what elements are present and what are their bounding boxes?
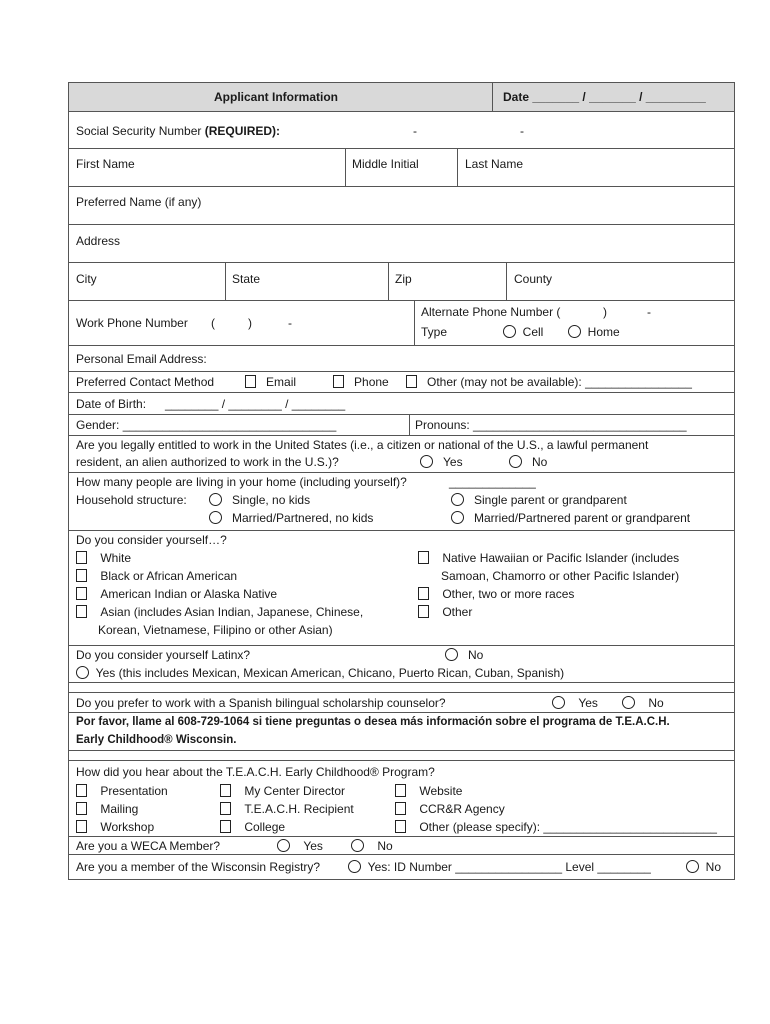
race-hawaiian-line2: Samoan, Chamorro or other Pacific Islander) <box>441 569 680 583</box>
household-single-no-kids[interactable] <box>209 493 310 507</box>
checkbox-icon[interactable] <box>76 551 87 564</box>
work-auth-yes[interactable] <box>420 455 463 469</box>
last-name-field[interactable] <box>457 149 734 186</box>
radio-icon[interactable] <box>76 666 89 679</box>
registry-no[interactable] <box>686 860 721 874</box>
checkbox-icon[interactable] <box>395 820 406 833</box>
no-label: No <box>377 839 393 853</box>
ssn-dash-1: - <box>413 124 417 138</box>
radio-icon[interactable] <box>451 511 464 524</box>
gender-field[interactable] <box>69 415 409 435</box>
option-label: Asian (includes Asian Indian, Japanese, Chinese, <box>100 605 364 619</box>
ssn-required: (REQUIRED): <box>204 124 281 138</box>
option-label: Married/Partnered, no kids <box>232 511 374 525</box>
dob-label: Date of Birth: <box>76 397 147 411</box>
race-question: Do you consider yourself…? <box>76 533 227 547</box>
option-label: Mailing <box>100 802 139 816</box>
alternate-phone-field[interactable] <box>414 301 734 345</box>
option-label: Native Hawaiian or Pacific Islander (includes <box>442 551 680 565</box>
radio-icon[interactable] <box>209 511 222 524</box>
radio-icon[interactable] <box>348 860 361 873</box>
phone-type-label: Type <box>421 325 448 339</box>
option-label: Workshop <box>100 820 155 834</box>
checkbox-icon[interactable] <box>418 605 429 618</box>
option-label: White <box>100 551 132 565</box>
hear-website[interactable] <box>395 784 462 798</box>
header-row <box>69 83 734 112</box>
home-label: Home <box>587 325 620 339</box>
work-phone-paren-open: ( <box>211 316 215 330</box>
spanish-note <box>69 713 734 751</box>
yes-label: Yes <box>303 839 323 853</box>
household-row <box>69 473 734 531</box>
spacer <box>69 751 734 761</box>
work-auth-line2: resident, an alien authorized to work in the U.S.)? <box>76 455 339 469</box>
work-phone-paren-close: ) <box>248 316 252 330</box>
option-label: Single parent or grandparent <box>474 493 627 507</box>
cell-label: Cell <box>522 325 544 339</box>
option-label: College <box>244 820 286 834</box>
phone-row <box>69 301 734 346</box>
option-label: American Indian or Alaska Native <box>100 587 278 601</box>
race-white[interactable] <box>76 551 131 565</box>
city-label: City <box>76 272 97 286</box>
work-phone-dash: - <box>288 316 292 330</box>
contact-phone-option[interactable] <box>333 375 389 389</box>
radio-icon[interactable] <box>552 696 565 709</box>
city-field[interactable] <box>69 263 225 300</box>
option-label: Presentation <box>100 784 168 798</box>
option-label: My Center Director <box>244 784 346 798</box>
household-question: How many people are living in your home (including yourself)? <box>76 475 407 489</box>
weca-yes[interactable] <box>277 839 323 853</box>
checkbox-icon[interactable] <box>418 551 429 564</box>
hear-other[interactable] <box>395 820 717 834</box>
checkbox-icon[interactable] <box>76 605 87 618</box>
contact-method-label: Preferred Contact Method <box>76 375 215 389</box>
hear-workshop[interactable] <box>76 820 154 834</box>
contact-method-row <box>69 372 734 393</box>
email-field[interactable] <box>69 346 734 372</box>
race-black[interactable] <box>76 569 237 583</box>
checkbox-icon[interactable] <box>395 784 406 797</box>
section-title: Applicant Information <box>214 90 338 104</box>
date-field[interactable] <box>492 83 734 111</box>
county-label: County <box>514 272 553 286</box>
dob-value[interactable]: ________ / ________ / ________ <box>165 397 346 411</box>
ssn-row[interactable] <box>69 112 734 149</box>
name-row <box>69 149 734 187</box>
preferred-name-label: Preferred Name (if any) <box>76 195 202 209</box>
checkbox-icon[interactable] <box>76 784 87 797</box>
alt-phone-paren-close: ) <box>603 305 607 319</box>
other-option-label: Other (may not be available): ________________ <box>427 375 692 389</box>
checkbox-icon[interactable] <box>245 375 256 388</box>
phone-option-label: Phone <box>354 375 389 389</box>
work-phone-field[interactable] <box>69 301 414 345</box>
zip-label: Zip <box>395 272 412 286</box>
hear-recipient[interactable] <box>220 802 354 816</box>
spanish-note-line2: Early Childhood® Wisconsin. <box>76 734 237 746</box>
no-label: No <box>705 860 722 874</box>
checkbox-icon[interactable] <box>76 569 87 582</box>
checkbox-icon[interactable] <box>333 375 344 388</box>
radio-icon[interactable] <box>509 455 522 468</box>
checkbox-icon[interactable] <box>76 802 87 815</box>
checkbox-icon[interactable] <box>76 820 87 833</box>
yes-label: Yes (this includes Mexican, Mexican American, Chicano, Puerto Rican, Cuban, Spanish) <box>95 666 565 680</box>
yes-label: Yes: ID Number ________________ Level ________ <box>367 860 651 874</box>
address-field[interactable] <box>69 225 734 263</box>
dob-row[interactable] <box>69 393 734 415</box>
middle-initial-label: Middle Initial <box>352 157 419 171</box>
option-label: Other <box>442 605 473 619</box>
radio-icon[interactable] <box>277 839 290 852</box>
checkbox-icon[interactable] <box>406 375 417 388</box>
radio-icon[interactable] <box>622 696 635 709</box>
household-single-parent[interactable] <box>451 493 627 507</box>
location-row <box>69 263 734 301</box>
spanish-counselor-row <box>69 693 734 713</box>
option-label: Married/Partnered parent or grandparent <box>474 511 691 525</box>
contact-email-option[interactable] <box>245 375 296 389</box>
checkbox-icon[interactable] <box>395 802 406 815</box>
pronouns-label: Pronouns: ________________________________ <box>415 418 687 432</box>
household-married-parent[interactable] <box>451 511 690 525</box>
checkbox-icon[interactable] <box>76 587 87 600</box>
alt-phone-label: Alternate Phone Number ( <box>421 305 561 319</box>
gender-label: Gender: ________________________________ <box>76 418 337 432</box>
gender-row <box>69 415 734 436</box>
radio-icon[interactable] <box>351 839 364 852</box>
radio-icon[interactable] <box>420 455 433 468</box>
registry-question: Are you a member of the Wisconsin Registry? <box>76 860 321 874</box>
alt-phone-dash: - <box>647 305 651 319</box>
state-field[interactable] <box>225 263 388 300</box>
registry-row <box>69 855 734 879</box>
checkbox-icon[interactable] <box>220 802 231 815</box>
hear-director[interactable] <box>220 784 345 798</box>
work-phone-label: Work Phone Number <box>76 316 188 330</box>
email-label: Personal Email Address: <box>76 352 207 366</box>
spacer <box>69 683 734 693</box>
household-count-blank[interactable]: _____________ <box>449 475 536 489</box>
checkbox-icon[interactable] <box>220 820 231 833</box>
no-label: No <box>468 648 484 662</box>
option-label: Single, no kids <box>232 493 311 507</box>
zip-field[interactable] <box>388 263 506 300</box>
contact-other-option[interactable] <box>406 375 692 389</box>
phone-type-cell-option[interactable] <box>503 325 543 339</box>
race-other[interactable] <box>418 605 472 619</box>
applicant-form <box>68 82 735 880</box>
address-label: Address <box>76 234 121 248</box>
weca-no[interactable] <box>351 839 393 853</box>
hear-about-row <box>69 761 734 837</box>
ssn-label: Social Security Number <box>76 124 205 138</box>
hear-mailing[interactable] <box>76 802 138 816</box>
radio-icon[interactable] <box>503 325 516 338</box>
option-label: Black or African American <box>100 569 238 583</box>
pronouns-field[interactable] <box>409 415 734 435</box>
option-label: Other (please specify): __________________________ <box>419 820 717 834</box>
hear-question: How did you hear about the T.E.A.C.H. Early Childhood® Program? <box>76 765 435 779</box>
no-label: No <box>532 455 548 469</box>
option-label: CCR&R Agency <box>419 802 505 816</box>
spanish-note-line1: Por favor, llame al 608-729-1064 si tiene preguntas o desea más información sobre el programa de T.E.A.C.H. <box>76 716 670 728</box>
checkbox-icon[interactable] <box>418 587 429 600</box>
yes-label: Yes <box>443 455 463 469</box>
household-married-no-kids[interactable] <box>209 511 373 525</box>
radio-icon[interactable] <box>568 325 581 338</box>
option-label: T.E.A.C.H. Recipient <box>244 802 354 816</box>
weca-question: Are you a WECA Member? <box>76 839 221 853</box>
option-label: Website <box>419 784 463 798</box>
race-asian-line2: Korean, Vietnamese, Filipino or other Asian) <box>98 623 333 637</box>
latinx-row <box>69 646 734 683</box>
hear-college[interactable] <box>220 820 285 834</box>
work-auth-no[interactable] <box>509 455 547 469</box>
hear-presentation[interactable] <box>76 784 168 798</box>
option-label: Other, two or more races <box>442 587 575 601</box>
hear-ccrr[interactable] <box>395 802 505 816</box>
race-two-or-more[interactable] <box>418 587 574 601</box>
yes-label: Yes <box>578 696 598 710</box>
last-name-label: Last Name <box>465 157 524 171</box>
radio-icon[interactable] <box>686 860 699 873</box>
spanish-question: Do you prefer to work with a Spanish bilingual scholarship counselor? <box>76 696 446 710</box>
latinx-no[interactable] <box>445 648 483 662</box>
race-row <box>69 531 734 646</box>
latinx-yes[interactable] <box>76 666 564 680</box>
first-name-field[interactable] <box>69 149 345 186</box>
spanish-no[interactable] <box>622 696 664 710</box>
phone-type-home-option[interactable] <box>568 325 620 339</box>
radio-icon[interactable] <box>209 493 222 506</box>
middle-initial-field[interactable] <box>345 149 457 186</box>
race-hawaiian[interactable] <box>418 551 679 565</box>
ssn-dash-2: - <box>520 124 524 138</box>
weca-row <box>69 837 734 855</box>
radio-icon[interactable] <box>445 648 458 661</box>
race-native[interactable] <box>76 587 277 601</box>
work-auth-line1: Are you legally entitled to work in the United States (i.e., a citizen or national of the U.S., a lawful permanent <box>76 438 649 452</box>
household-structure-label: Household structure: <box>76 493 187 507</box>
radio-icon[interactable] <box>451 493 464 506</box>
spanish-yes[interactable] <box>552 696 598 710</box>
county-field[interactable] <box>506 263 734 300</box>
date-label: Date _______ / _______ / _________ <box>503 90 706 104</box>
work-auth-row <box>69 436 734 473</box>
race-asian[interactable] <box>76 605 363 619</box>
checkbox-icon[interactable] <box>220 784 231 797</box>
email-option-label: Email <box>266 375 297 389</box>
first-name-label: First Name <box>76 157 135 171</box>
no-label: No <box>648 696 664 710</box>
preferred-name-field[interactable] <box>69 187 734 225</box>
registry-yes[interactable] <box>348 860 651 874</box>
state-label: State <box>232 272 261 286</box>
latinx-question: Do you consider yourself Latinx? <box>76 648 251 662</box>
